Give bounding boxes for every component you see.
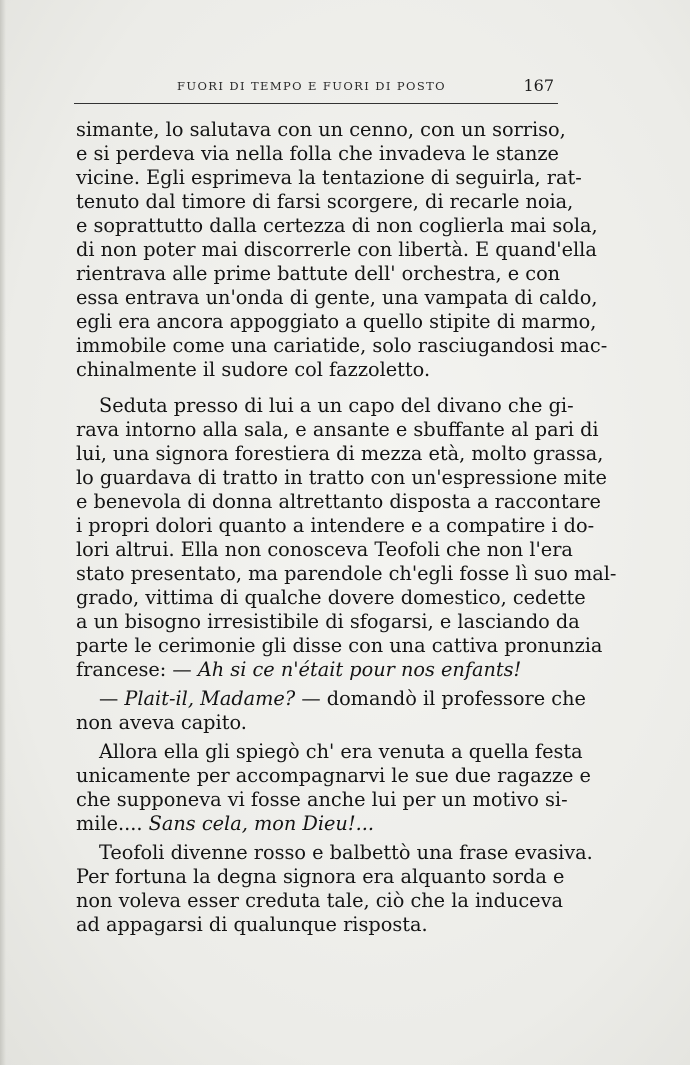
italic-span: Ah si ce n'était pour nos enfants!	[197, 658, 522, 681]
dialogue-line	[99, 687, 586, 711]
running-head: FUORI DI TEMPO E FUORI DI POSTO	[177, 79, 447, 93]
page-number: 167	[523, 76, 554, 95]
text-line: e soprattutto dalla certezza di non coglierla mai sola,	[76, 214, 598, 237]
text-line: Per fortuna la degna signora era alquanto sorda e	[76, 865, 565, 888]
text-line: simante, lo salutava con un cenno, con un sorriso,	[76, 118, 566, 141]
italic-span: Sans cela, mon Dieu!...	[148, 812, 374, 835]
italic-span: Plait-il, Madame?	[124, 687, 296, 710]
text-span: — domandò il professore che	[295, 687, 586, 710]
text-line: i propri dolori quanto a intendere e a compatire i do-	[76, 514, 595, 537]
text-line: stato presentato, ma parendole ch'egli fosse lì suo mal-	[76, 562, 617, 585]
text-line: che supponeva vi fosse anche lui per un motivo si-	[76, 788, 568, 811]
text-line: non voleva esser creduta tale, ciò che la induceva	[76, 889, 563, 912]
text-line: a un bisogno irresistibile di sfogarsi, e lasciando da	[76, 610, 580, 633]
page-header	[72, 76, 562, 98]
text-line: grado, vittima di qualche dovere domestico, cedette	[76, 586, 586, 609]
text-line: lo guardava di tratto in tratto con un'espressione mite	[76, 466, 607, 489]
paragraph-start-line: Allora ella gli spiegò ch' era venuta a quella festa	[99, 740, 583, 763]
text-span: francese: —	[76, 658, 198, 681]
text-line: vicine. Egli esprimeva la tentazione di seguirla, rat-	[76, 166, 582, 189]
text-line: rava intorno alla sala, e ansante e sbuffante al pari di	[76, 418, 599, 441]
text-span: —	[99, 687, 125, 710]
text-line: chinalmente il sudore col fazzoletto.	[76, 358, 431, 381]
text-line: lui, una signora forestiera di mezza età, molto grassa,	[76, 442, 604, 465]
text-line: rientrava alle prime battute dell' orchestra, e con	[76, 262, 561, 285]
text-line: tenuto dal timore di farsi scorgere, di recarle noia,	[76, 190, 574, 213]
text-span: mile....	[76, 812, 149, 835]
text-line-mixed	[76, 658, 552, 682]
text-line: di non poter mai discorrerle con libertà. E quand'ella	[76, 238, 597, 261]
header-rule	[74, 103, 558, 104]
text-line: essa entrava un'onda di gente, una vampata di caldo,	[76, 286, 598, 309]
text-line: e benevola di donna altrettanto disposta a raccontare	[76, 490, 601, 513]
paragraph-start-line: Seduta presso di lui a un capo del divano che gi-	[99, 394, 574, 417]
page-spine-shadow	[0, 0, 6, 1065]
text-line: immobile come una cariatide, solo rasciugandosi mac-	[76, 334, 608, 357]
text-line: non aveva capito.	[76, 711, 247, 734]
text-line: ad appagarsi di qualunque risposta.	[76, 913, 428, 936]
paragraph-start-line: Teofoli divenne rosso e balbettò una frase evasiva.	[99, 841, 593, 864]
text-line: unicamente per accompagnarvi le sue due ragazze e	[76, 764, 591, 787]
text-line: parte le cerimonie gli disse con una cattiva pronunzia	[76, 634, 603, 657]
text-line-mixed	[76, 812, 552, 836]
text-line: e si perdeva via nella folla che invadeva le stanze	[76, 142, 559, 165]
text-line: egli era ancora appoggiato a quello stipite di marmo,	[76, 310, 597, 333]
text-line: lori altrui. Ella non conosceva Teofoli che non l'era	[76, 538, 573, 561]
